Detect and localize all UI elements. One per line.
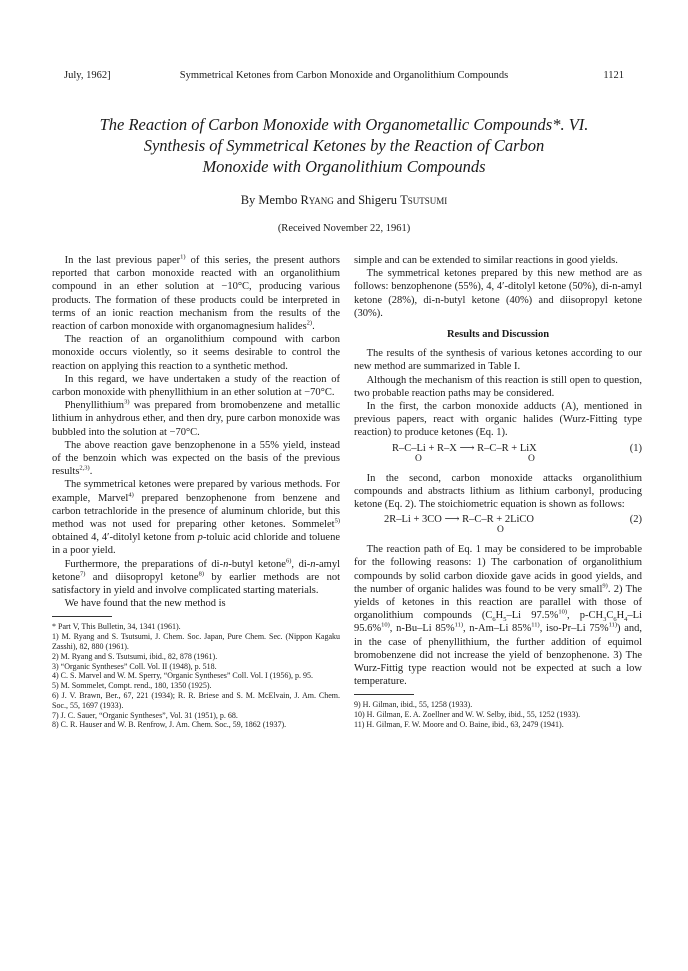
footnote: * Part V, This Bulletin, 34, 1341 (1961). bbox=[52, 622, 181, 632]
footnote: 3) “Organic Syntheses” Coll. Vol. II (1948), p. 518. bbox=[52, 661, 217, 671]
paragraph: In the second, carbon monoxide attacks organolithium compounds and abstracts lithium as lithium carbonyl, producing ketone (Eq. 2). The stoichiometric equation is shown as follows: bbox=[354, 472, 642, 511]
paragraph: simple and can be extended to similar reactions in good yields. bbox=[354, 255, 618, 266]
paragraph: Although the mechanism of this reaction is still open to question, two probable reaction paths may be considered. bbox=[354, 374, 642, 399]
author-by: By Membo bbox=[240, 193, 298, 207]
header-date: July, 1962] bbox=[64, 70, 111, 81]
equation-2-expression: 2R–Li + 3CO ⟶ R–C–R + 2LiCO bbox=[384, 514, 534, 526]
footnote: 11) H. Gilman, F. W. Moore and O. Baine, ibid., 63, 2479 (1941). bbox=[354, 720, 564, 730]
equation-2-carbonyl-o: O bbox=[497, 525, 504, 536]
equation-1-expression: R–C–Li + R–X ⟶ R–C–R + LiX bbox=[392, 442, 537, 454]
paragraph: The symmetrical ketones prepared by this new method are as follows: benzophenone (55%), 4, 4′-ditolyl ketone (50%), di-n-amyl ketone (28%), di-n-butyl ketone (40%) and diisopropyl ketone (30%). bbox=[354, 268, 642, 319]
footnote: 8) C. R. Hauser and W. B. Renfrow, J. Am. Chem. Soc., 59, 1862 (1937). bbox=[52, 720, 287, 730]
title-line-3: Monoxide with Organolithium Compounds bbox=[202, 157, 486, 176]
paragraph: The results of the synthesis of various ketones according to our new method are summarized in Table I. bbox=[354, 348, 642, 373]
received-date: (Received November 22, 1961) bbox=[277, 223, 411, 234]
footnote: 2) M. Ryang and S. Tsutsumi, ibid., 82, 878 (1961). bbox=[52, 651, 218, 661]
left-column bbox=[52, 254, 340, 730]
paragraph: Furthermore, the preparations of di-n-butyl ketone$^{6)}$, di-n-amyl ketone$^{7)}$ and diisopropyl ketone$^{8)}$ by earlier methods are not satisfactory in yield and involve complicated starting materials. bbox=[52, 557, 341, 597]
author-2-surname: Tsutsumi bbox=[400, 193, 448, 207]
equation-2 bbox=[354, 513, 642, 539]
footnote: 9) H. Gilman, ibid., 55, 1258 (1933). bbox=[354, 700, 473, 710]
author-1-surname: Ryang bbox=[300, 193, 334, 207]
footnote: 10) H. Gilman, E. A. Zoellner and W. W. Selby, ibid., 55, 1252 (1933). bbox=[354, 710, 581, 720]
author-line bbox=[0, 193, 688, 208]
article-title bbox=[40, 114, 648, 177]
page-number: 1121 bbox=[603, 70, 624, 81]
paragraph: We have found that the new method is bbox=[64, 598, 226, 610]
footnote: 4) C. S. Marvel and W. M. Sperry, “Organic Syntheses” Coll. Vol. I (1956), p. 95. bbox=[52, 671, 314, 681]
equation-2-number: (2) bbox=[629, 514, 642, 526]
footnotes-left bbox=[52, 622, 340, 730]
paragraph: The reaction of an organolithium compound with carbon monoxide occurs violently, so it seems desirable to control the reaction on applying this reaction to a synthetic method. bbox=[52, 334, 340, 372]
equation-1-carbonyl-o-left: O bbox=[415, 453, 422, 464]
paragraph: Phenyllithium$^{3)}$ was prepared from bromobenzene and metallic lithium in anhydrous ether, and then dry, pure carbon monoxide was bubbled into the solution at −70°C. bbox=[52, 398, 340, 438]
footnote: 7) J. C. Sauer, “Organic Syntheses”, Vol. 31 (1951), p. 68. bbox=[52, 710, 238, 720]
equation-1 bbox=[354, 442, 642, 468]
header-title: Symmetrical Ketones from Carbon Monoxide and Organolithium Compounds bbox=[179, 70, 509, 81]
footnote-rule bbox=[52, 616, 112, 617]
paragraph: The symmetrical ketones were prepared by various methods. For example, Marvel$^{4)}$ prepared benzophenone from benzene and carbon tetrachloride in the presence of aluminum chloride, but this method was not used for preparing other ketones. Sommelet$^{5)}$ obtained 4, 4′-ditolyl ketone from p-toluic acid chloride and toluene in a poor yield. bbox=[52, 479, 340, 557]
paragraph: In the first, the carbon monoxide adducts (A), mentioned in previous papers, react with organic halides (Wurz-Fitting type reaction) to produce ketones (Eq. 1). bbox=[354, 401, 642, 439]
footnote: 5) M. Sommelet, Compt. rend., 180, 1350 (1925). bbox=[52, 681, 212, 691]
footnote: 6) J. V. Brawn, Ber., 67, 221 (1934); R. R. Briese and S. M. McElvain, J. Am. Chem. Soc., 55, 1697 (1933). bbox=[52, 691, 340, 710]
paragraph: The above reaction gave benzophenone in a 55% yield, instead of the benzoin which was expected on the basis of the previous results$^{2,3)}$. bbox=[52, 439, 340, 478]
footnotes-right bbox=[354, 700, 642, 729]
paragraph: In the last previous paper$^{1)}$ of this series, the present authors reported that carbon monoxide reacted with an organolithium compound in an ether solution at −10°C, producing various products. The formation of these products could be interpreted in terms of an ionic reaction mechanism from the results of the reaction of carbon monoxide with organomagnesium halides$^{2)}$. bbox=[52, 253, 340, 333]
equation-1-number: (1) bbox=[629, 442, 642, 454]
title-line-2: Synthesis of Symmetrical Ketones by the Reaction of Carbon bbox=[143, 136, 545, 155]
title-line-1: The Reaction of Carbon Monoxide with Organometallic Compounds*. VI. bbox=[99, 115, 589, 134]
footnote: 1) M. Ryang and S. Tsutsumi, J. Chem. Soc. Japan, Pure Chem. Sec. (Nippon Kagaku Zasshi), 82, 880 (1961). bbox=[52, 632, 340, 652]
author-and: and Shigeru bbox=[336, 193, 397, 207]
equation-1-carbonyl-o-right: O bbox=[528, 453, 535, 464]
footnote-rule bbox=[354, 694, 414, 695]
right-column bbox=[354, 254, 642, 730]
section-heading: Results and Discussion bbox=[446, 329, 550, 341]
paragraph: The reaction path of Eq. 1 may be considered to be improbable for the following reasons: 1) The carbonation of organolithium compounds by solid carbon dioxide gave acids in good yields, and the number of organic halides was found to be very small$^{9)}$. 2) The yields of ketones in this reaction are parallel with those of organolithium compounds ($C_6H_5-Li$ 97.5%$^{10)}$, $p-CH_3C_6H_4-Li$ 95.6%$^{10)}$, n-Bu–Li 85%$^{11)}$, n-Am–Li 85%$^{11)}$, iso-Pr–Li 75%$^{11)}$) and, in the case of phenyllithium, the further addition of equimol bromobenzene did not increase the yield of benzophenone. 3) The Wurz-Fittig type reaction would not be expected at such a low temperature. bbox=[354, 544, 643, 688]
paragraph: In this regard, we have undertaken a study of the reaction of carbon monoxide with phenyllithium in an ether solution at −70°C. bbox=[52, 373, 340, 399]
